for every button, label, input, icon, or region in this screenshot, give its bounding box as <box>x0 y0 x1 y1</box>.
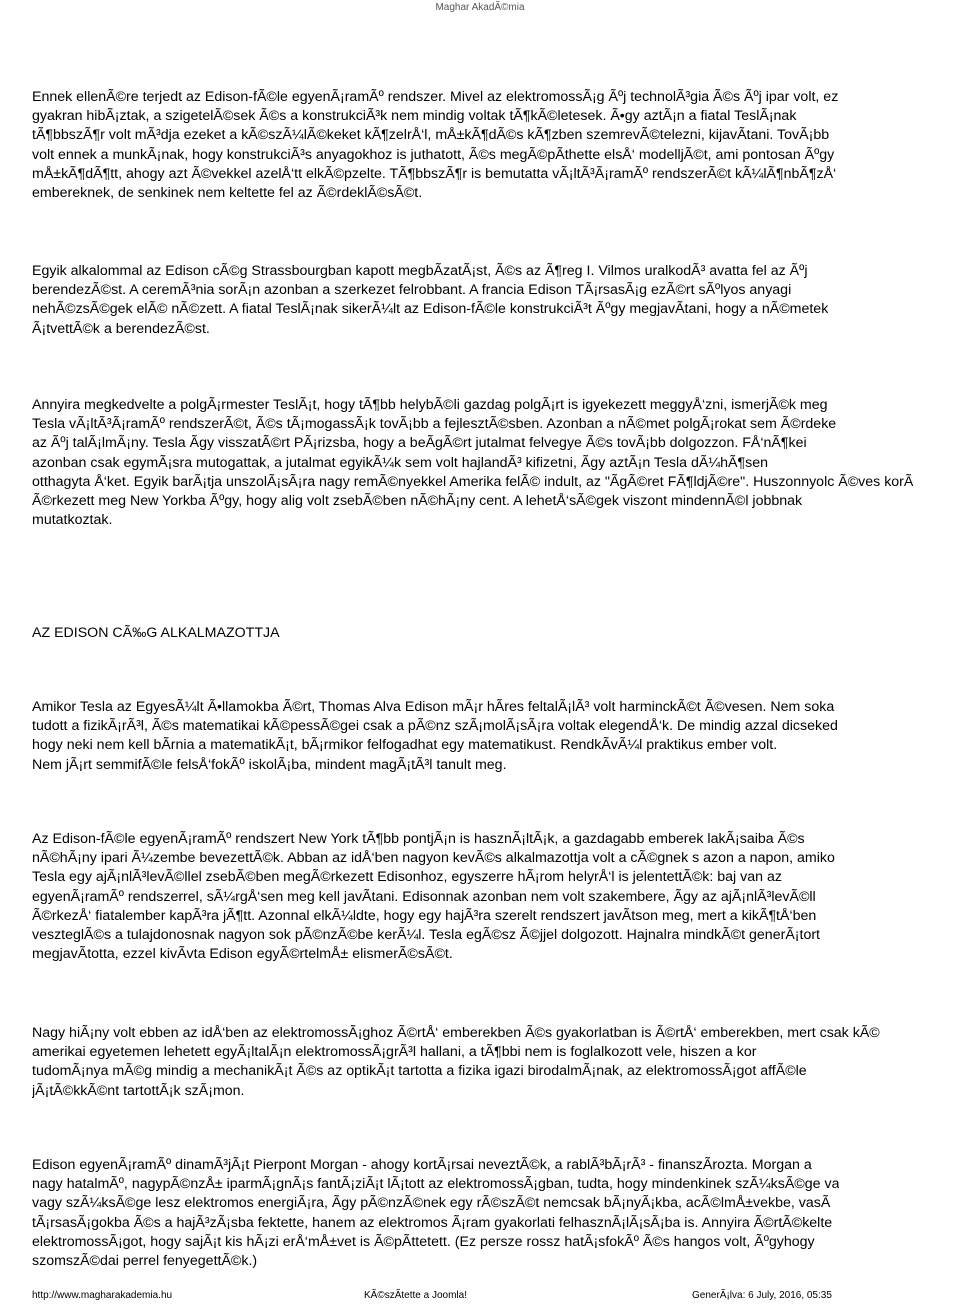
text-line: nehÃ©zsÃ©gek elÃ© nÃ©zett. A fiatal TeslÃ¡nak sikerÃ¼lt az Edison-fÃ©le konstrukciÃ³t Ãºgy megjavÃtani, hogy a nÃ©metek <box>32 301 829 318</box>
text-line: szomszÃ©dai perrel fenyegettÃ©k.) <box>32 1253 258 1270</box>
text-line: tÃ¶bbszÃ¶r volt mÃ³dja ezeket a kÃ©szÃ¼lÃ©keket kÃ¶zelrÅ‘l, mÅ±kÃ¶dÃ©s kÃ¶zben szemrevÃ©telezni, kijavÃtani. TovÃ¡bb <box>32 127 830 144</box>
text-line: elektromossÃ¡got, hogy sajÃ¡t kis hÃ¡zi erÅ‘mÅ±vet is Ã©pÃttetett. (Ez persze rossz hatÃ¡sfokÃº Ã©s hangos volt, Ãºgyhogy <box>32 1233 815 1250</box>
text-line: Egyik alkalommal az Edison cÃ©g Strassbourgban kapott megbÃzatÃ¡st, Ã©s az Ã¶reg I. Vilmos uralkodÃ³ avatta fel az Ãºj <box>32 263 808 279</box>
text-line: Ã©rkezÅ‘ fiatalember kapÃ³ra jÃ¶tt. Azonnal elkÃ¼ldte, hogy egy hajÃ³ra szerelt rendszert javÃtson meg, mert a kikÃ¶tÅ‘ben <box>32 907 817 924</box>
text-line: Nem jÃ¡rt semmifÃ©le felsÅ‘fokÃº iskolÃ¡ba, mindent magÃ¡tÃ³l tanult meg. <box>32 756 507 773</box>
paragraph <box>32 830 835 964</box>
paragraph <box>32 88 838 203</box>
paragraph <box>32 262 828 339</box>
text-line: Ennek ellenÃ©re terjedt az Edison-fÃ©le egyenÃ¡ramÃº rendszer. Mivel az elektromossÃ¡g Ãºj technolÃ³gia Ã©s Ãºj ipar volt, ez <box>32 89 839 105</box>
text-line: Amikor Tesla az EgyesÃ¼lt Ã•llamokba Ã©rt, Thomas Alva Edison mÃ¡r hÃres feltalÃ¡lÃ³ volt harminckÃ©t Ã©vesen. Nem soka <box>32 699 835 715</box>
text-line: Tesla egy ajÃ¡nlÃ³levÃ©llel zsebÃ©ben megÃ©rkezett Edisonhoz, egyszerre hÃ¡rom helyrÅ‘l is jelentettÃ©k: baj van az <box>32 869 782 886</box>
text-line: Az Edison-fÃ©le egyenÃ¡ramÃº rendszert New York tÃ¶bb pontjÃ¡n is hasznÃ¡ltÃ¡k, a gazdagabb emberek lakÃ¡saiba Ã©s <box>32 831 805 847</box>
text-line: Annyira megkedvelte a polgÃ¡rmester TeslÃ¡t, hogy tÃ¶bb helybÃ©li gazdag polgÃ¡rt is igyekezett meggyÅ‘zni, ismerjÃ©k meg <box>32 397 828 413</box>
text-line: tÃ¡rsasÃ¡gokba Ã©s a hajÃ³zÃ¡sba fektette, hanem az elektromos Ã¡ram gyakorlati felhasznÃ¡lÃ¡sÃ¡ba is. Annyira Ã©rtÃ©kelte <box>32 1214 833 1231</box>
text-line: azonban csak egymÃ¡sra mutogattak, a jutalmat egyikÃ¼k sem volt hajlandÃ³ kifizetni, Ãgy aztÃ¡n Tesla dÃ¼hÃ¶sen <box>32 454 769 471</box>
site-title: Maghar AkadÃ©mia <box>435 2 525 13</box>
text-line: Edison egyenÃ¡ramÃº dinamÃ³jÃ¡t Pierpont Morgan - ahogy kortÃ¡rsai neveztÃ©k, a rablÃ³bÃ¡rÃ³ - finanszÃrozta. Morgan a <box>32 1157 812 1173</box>
text-line: nÃ©hÃ¡ny ipari Ã¼zembe bevezettÃ©k. Abban az idÅ‘ben nagyon kevÃ©s alkalmazottja volt a cÃ©gnek s azon a napon, amiko <box>32 850 835 867</box>
text-line: gyakran hibÃ¡ztak, a szigetelÃ©sek Ã©s a konstrukciÃ³k nem mindig voltak tÃ¶kÃ©letesek. Ã•gy aztÃ¡n a fiatal TeslÃ¡nak <box>32 108 797 125</box>
text-line: otthagyta Å‘ket. Egyik barÃ¡tja unszolÃ¡sÃ¡ra nagy remÃ©nyekkel Amerika felÃ© indult, az "ÃgÃ©ret FÃ¶ldjÃ©re". Huszonnyolc Ã©ves korÃ <box>32 473 914 490</box>
text-line: amerikai egyetemen lehetett egyÃ¡ltalÃ¡n elektromossÃ¡grÃ³l hallani, a tÃ¶bbi nem is foglalkozott vele, hiszen a kor <box>32 1044 757 1061</box>
text-line: nagy hatalmÃº, nagypÃ©nzÅ± iparmÃ¡gnÃ¡s fantÃ¡ziÃ¡t lÃ¡tott az elektromossÃ¡gban, tudta, hogy mindenkinek szÃ¼ksÃ©ge va <box>32 1176 840 1193</box>
text-line: az Ãºj talÃ¡lmÃ¡ny. Tesla Ãgy visszatÃ©rt PÃ¡rizsba, hogy a beÃgÃ©rt jutalmat felvegye Ã©s tovÃ¡bb dolgozzon. FÅ‘nÃ¶kei <box>32 435 807 452</box>
text-line: embereknek, de senkinek nem keltette fel az Ã©rdeklÃ©sÃ©t. <box>32 185 423 202</box>
footer-url: http://www.magharakademia.hu <box>32 1290 173 1301</box>
text-line: tudott a fizikÃ¡rÃ³l, Ã©s matematikai kÃ©pessÃ©gei csak a pÃ©nz szÃ¡molÃ¡sÃ¡ra voltak elegendÅ‘k. De mindig azzal dicseked <box>32 718 838 735</box>
paragraph <box>32 1024 880 1101</box>
text-line: Ã©rkezett meg New Yorkba Ãºgy, hogy alig volt zsebÃ©ben nÃ©hÃ¡ny cent. A lehetÅ‘sÃ©gek viszont mindennÃ©l jobbnak <box>32 493 803 510</box>
text-line: Ã¡tvettÃ©k a berendezÃ©st. <box>32 320 210 337</box>
text-line: hogy neki nem kell bÃrnia a matematikÃ¡t, bÃ¡rmikor felfogadhat egy matematikust. RendkÃvÃ¼l praktikus ember volt. <box>32 737 778 754</box>
text-line: egyenÃ¡ramÃº rendszerrel, sÃ¼rgÅ‘sen meg kell javÃtani. Edisonnak azonban nem volt szakembere, Ãgy az ajÃ¡nlÃ³levÃ©ll <box>32 888 816 905</box>
paragraph <box>32 1156 839 1271</box>
text-line: megjavÃtotta, ezzel kivÃvta Edison egyÃ©rtelmÅ± elismerÃ©sÃ©t. <box>32 946 453 963</box>
paragraph <box>32 396 913 530</box>
text-line: tudomÃ¡nya mÃ©g mindig a mechanikÃ¡t Ã©s az optikÃ¡t tartotta a fizika igazi birodalmÃ¡nak, az elektromossÃ¡got affÃ©le <box>32 1063 807 1080</box>
text-line: volt ennek a munkÃ¡nak, hogy konstrukciÃ³s anyagokhoz is juthatott, Ã©s megÃ©pÃthette elsÅ‘ modelljÃ©t, ami pontosan Ãºgy <box>32 146 835 163</box>
footer-date: GenerÃ¡lva: 6 July, 2016, 05:35 <box>692 1290 832 1301</box>
page-header <box>0 2 960 14</box>
text-line: mutatkoztak. <box>32 512 113 529</box>
section-heading: AZ EDISON CÃ‰G ALKALMAZOTTJA <box>32 625 280 641</box>
text-line: Tesla vÃ¡ltÃ³Ã¡ramÃº rendszerÃ©t, Ã©s tÃ¡mogassÃ¡k tovÃ¡bb a fejlesztÃ©sben. Azonban a nÃ©met polgÃ¡rokat sem Ã©rdeke <box>32 416 837 433</box>
text-line: jÃ¡tÃ©kkÃ©nt tartottÃ¡k szÃ¡mon. <box>32 1082 245 1099</box>
text-line: Nagy hiÃ¡ny volt ebben az idÅ‘ben az elektromossÃ¡ghoz Ã©rtÅ‘ emberekben Ã©s gyakorlatban is Ã©rtÅ‘ emberekben, mert csak kÃ© <box>32 1025 880 1041</box>
text-line: berendezÃ©st. A ceremÃ³nia sorÃ¡n azonban a szerkezet felrobbant. A francia Edison TÃ¡rsasÃ¡g ezÃ©rt sÃºlyos anyagi <box>32 282 792 299</box>
text-line: mÅ±kÃ¶dÃ¶tt, ahogy azt Ã©vekkel azelÅ‘tt elkÃ©pzelte. TÃ¶bbszÃ¶r is bemutatta vÃ¡ltÃ³Ã¡ramÃº rendszerÃ©t kÃ¼lÃ¶nbÃ¶zÅ‘ <box>32 165 837 182</box>
text-line: veszteglÃ©s a tulajdonosnak nagyon sok pÃ©nzÃ©be kerÃ¼l. Tesla egÃ©sz Ã©jjel dolgozott. Hajnalra mindkÃ©t generÃ¡tort <box>32 927 821 944</box>
paragraph <box>32 698 838 775</box>
text-line: vagy szÃ¼ksÃ©ge lesz elektromos energiÃ¡ra, Ãgy pÃ©nzÃ©nek egy rÃ©szÃ©t nemcsak bÃ¡nyÃ¡kba, acÃ©lmÅ±vekbe, vasÃ <box>32 1195 831 1212</box>
footer-generator: KÃ©szÃtette a Joomla! <box>364 1290 467 1301</box>
